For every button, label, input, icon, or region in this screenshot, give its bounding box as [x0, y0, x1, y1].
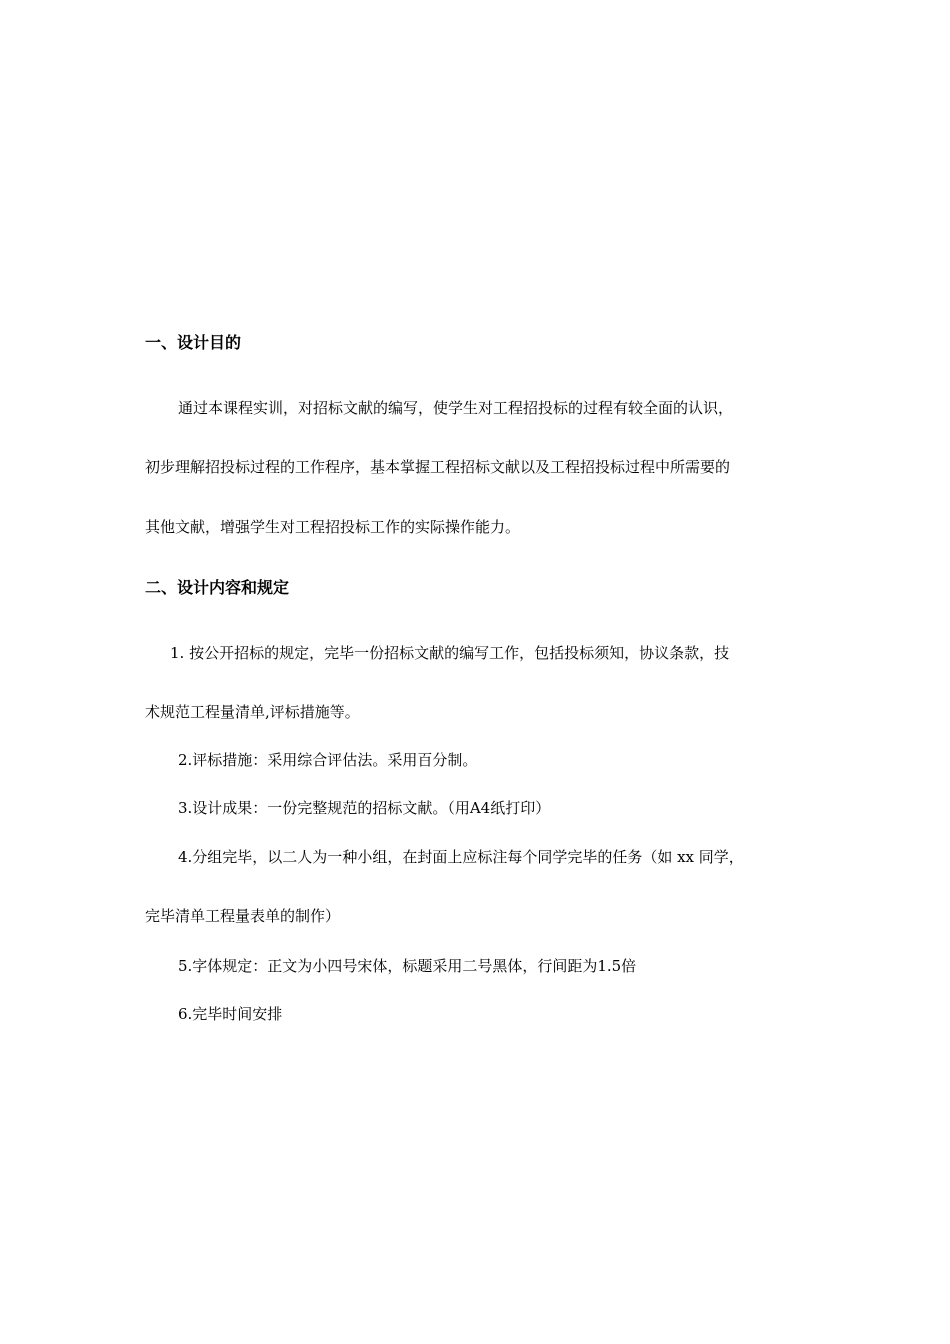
content-item-1-line-2: 术规范工程量清单,评标措施等。 — [145, 703, 360, 721]
section-heading-design-content: 二、设计内容和规定 — [145, 578, 290, 597]
content-item-4-line-1: 4.分组完毕，以二人为一种小组，在封面上应标注每个同学完毕的任务（如 xx 同学， — [178, 848, 744, 866]
content-item-3: 3.设计成果：一份完整规范的招标文献。（用A4纸打印） — [178, 799, 551, 817]
purpose-paragraph-line-1: 通过本课程实训，对招标文献的编写，使学生对工程招投标的过程有较全面的认识， — [178, 399, 734, 417]
purpose-paragraph-line-3: 其他文献，增强学生对工程招投标工作的实际操作能力。 — [145, 518, 521, 536]
section-heading-design-purpose: 一、设计目的 — [145, 333, 242, 352]
purpose-paragraph-line-2: 初步理解招投标过程的工作程序，基本掌握工程招标文献以及工程招投标过程中所需要的 — [145, 458, 731, 476]
content-item-4-line-2: 完毕清单工程量表单的制作） — [145, 907, 341, 925]
content-item-5: 5.字体规定：正文为小四号宋体，标题采用二号黑体，行间距为1.5倍 — [178, 957, 637, 975]
content-item-1-line-1: 1. 按公开招标的规定，完毕一份招标文献的编写工作，包括投标须知，协议条款，技 — [170, 644, 730, 662]
content-item-2: 2.评标措施：采用综合评估法。采用百分制。 — [178, 751, 478, 769]
content-item-6: 6.完毕时间安排 — [178, 1005, 283, 1023]
